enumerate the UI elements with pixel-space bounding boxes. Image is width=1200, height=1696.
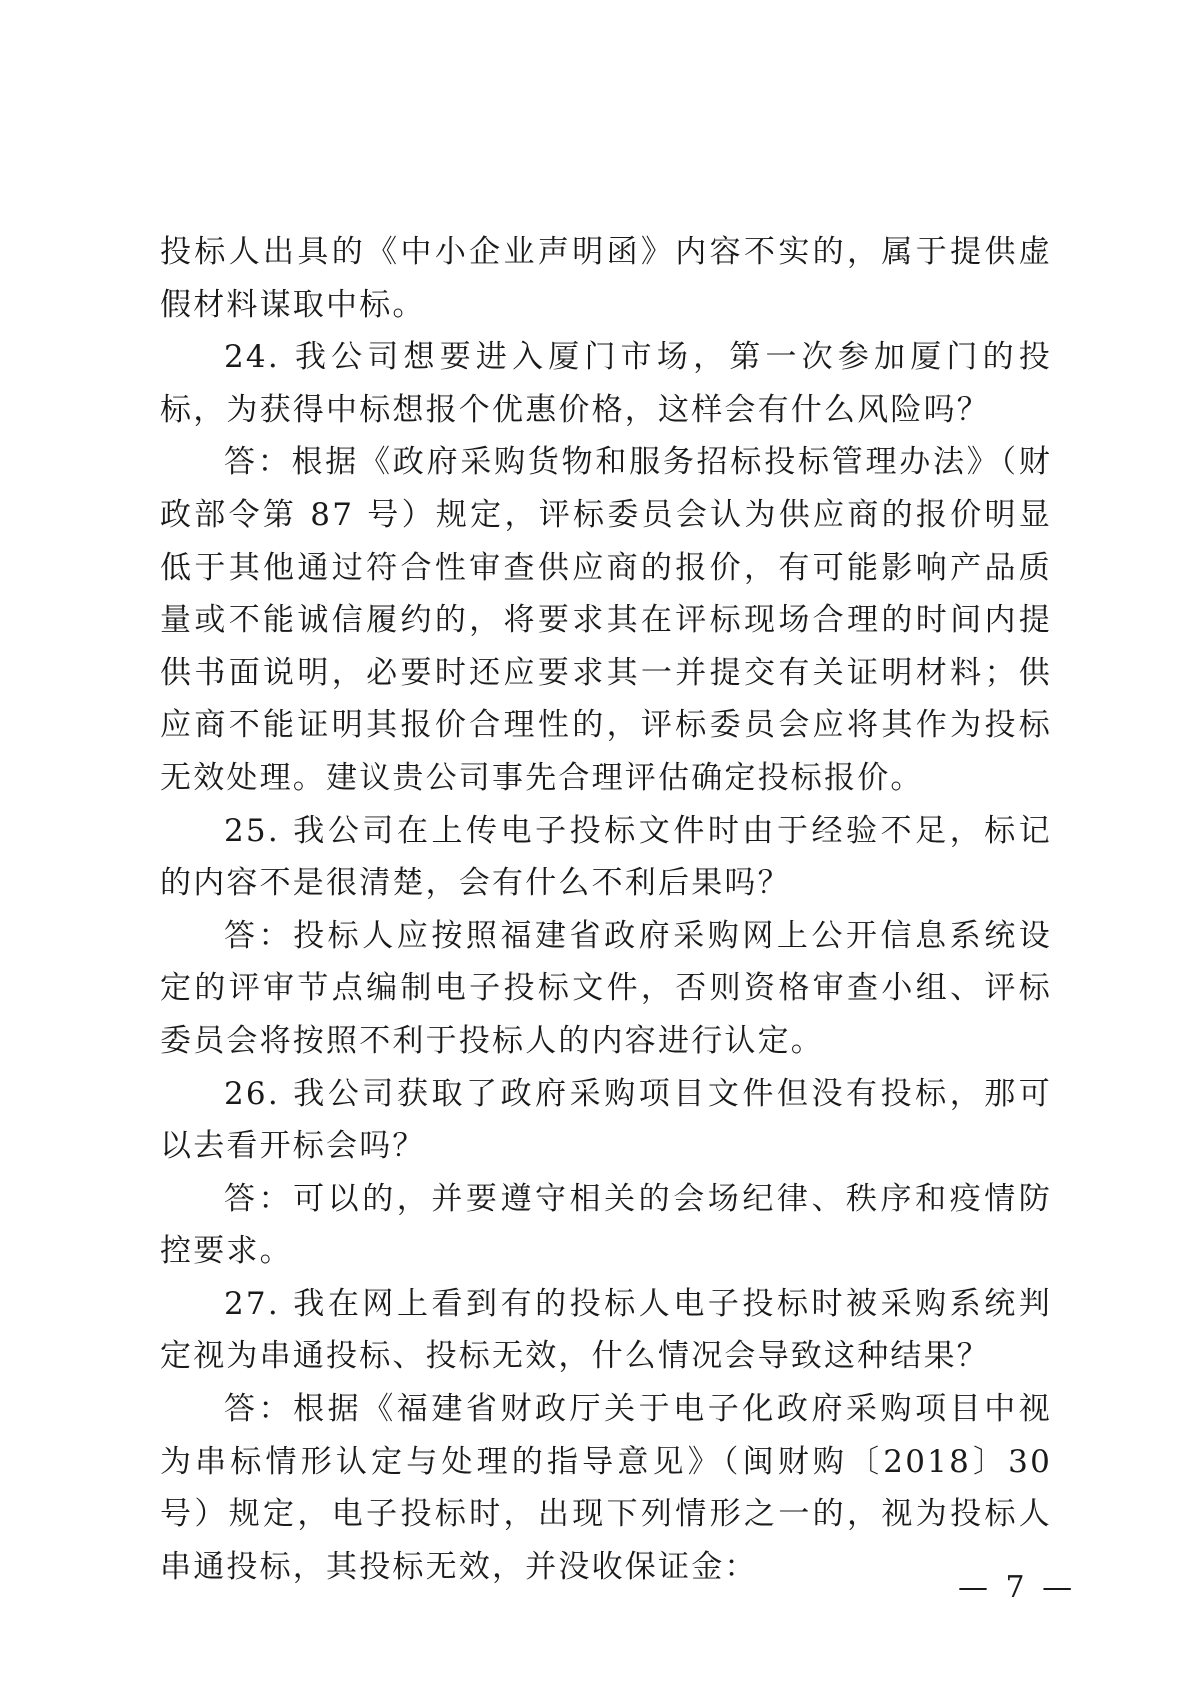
answer-26: 答：可以的，并要遵守相关的会场纪律、秩序和疫情防控要求。: [160, 1180, 1052, 1270]
question-26: 26. 我公司获取了政府采购项目文件但没有投标，那可以去看开标会吗？: [160, 1075, 1052, 1165]
answer-27: 答：根据《福建省财政厅关于电子化政府采购项目中视为串标情形认定与处理的指导意见》（闽财购〔2018〕30 号）规定，电子投标时，出现下列情形之一的，视为投标人串通投标，其投标无效，并没收保证金：: [160, 1391, 1065, 1585]
question-24: 24. 我公司想要进入厦门市场，第一次参加厦门的投标，为获得中标想报个优惠价格，这样会有什么风险吗？: [160, 339, 1052, 428]
page-number: — 7 —: [958, 1570, 1077, 1605]
paragraph-continuation: 投标人出具的《中小企业声明函》内容不实的，属于提供虚假材料谋取中标。: [160, 234, 1052, 323]
answer-25: 答：投标人应按照福建省政府采购网上公开信息系统设定的评审节点编制电子投标文件，否则资格审查小组、评标委员会将按照不利于投标人的内容进行认定。: [160, 917, 1052, 1059]
question-25: 25. 我公司在上传电子投标文件时由于经验不足，标记的内容不是很清楚，会有什么不利后果吗？: [160, 812, 1052, 902]
document-body: [160, 226, 1065, 1593]
question-27: 27. 我在网上看到有的投标人电子投标时被采购系统判定视为串通投标、投标无效，什么情况会导致这种结果？: [160, 1285, 1052, 1375]
answer-24: 答：根据《政府采购货物和服务招标投标管理办法》（财政部令第 87 号）规定，评标委员会认为供应商的报价明显低于其他通过符合性审查供应商的报价，有可能影响产品质量或不能诚信履约的，将要求其在评标现场合理的时间内提供书面说明，必要时还应要求其一并提交有关证明材料；供应商不能证明其报价合理性的，评标委员会应将其作为投标无效处理。建议贵公司事先合理评估确定投标报价。: [160, 444, 1052, 796]
